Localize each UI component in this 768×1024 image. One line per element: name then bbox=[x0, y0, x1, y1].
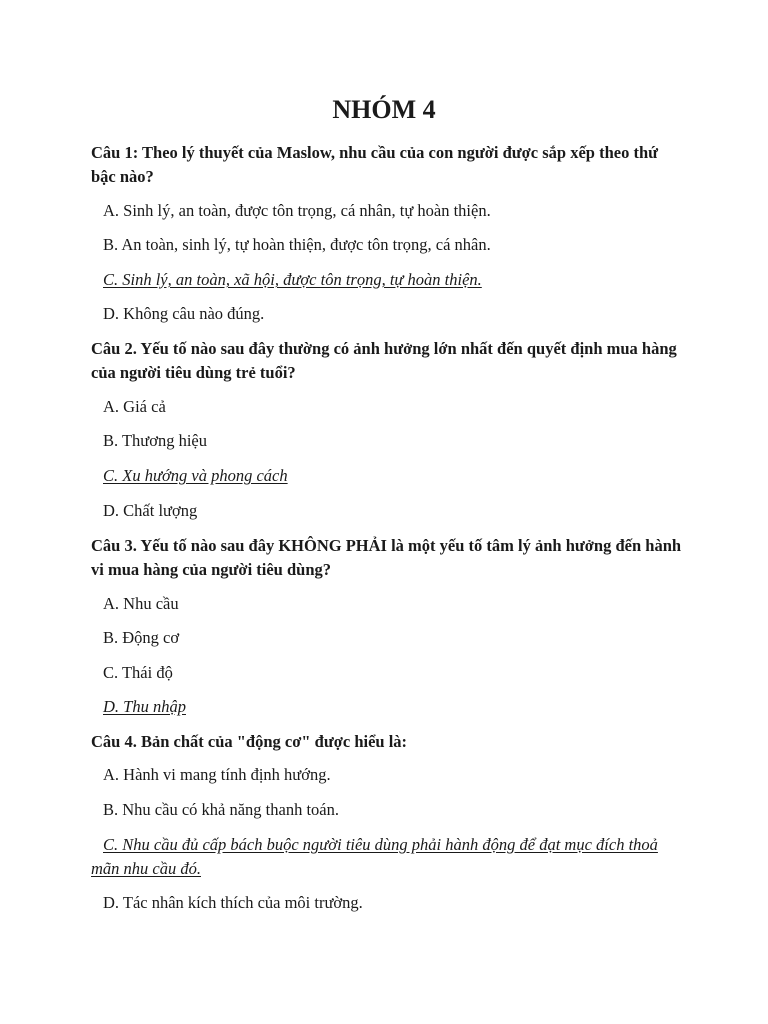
question-2-option-b: B. Thương hiệu bbox=[103, 431, 207, 450]
question-1-option-d: D. Không câu nào đúng. bbox=[103, 304, 265, 323]
question-2-option-a: A. Giá cả bbox=[103, 397, 166, 416]
question-1: Câu 1: Theo lý thuyết của Maslow, nhu cầu của con người được sắp xếp theo thứ bậc nào? bbox=[91, 143, 659, 186]
question-4-option-c-correct: C. Nhu cầu đủ cấp bách buộc người tiêu dùng phải hành động để đạt mục đích thoả mãn nhu cầu đó. bbox=[91, 835, 658, 878]
question-1-option-c-correct: C. Sinh lý, an toàn, xã hội, được tôn trọng, tự hoàn thiện. bbox=[103, 270, 482, 289]
question-3: Câu 3. Yếu tố nào sau đây KHÔNG PHẢI là một yếu tố tâm lý ảnh hưởng đến hành vi mua hàng của người tiêu dùng? bbox=[91, 536, 682, 579]
question-2: Câu 2. Yếu tố nào sau đây thường có ảnh hưởng lớn nhất đến quyết định mua hàng của người tiêu dùng trẻ tuổi? bbox=[91, 339, 677, 382]
question-1-option-a: A. Sinh lý, an toàn, được tôn trọng, cá nhân, tự hoàn thiện. bbox=[103, 201, 491, 220]
question-2-option-d: D. Chất lượng bbox=[103, 501, 198, 520]
question-3-option-d-correct: D. Thu nhập bbox=[103, 697, 186, 716]
question-4-option-d: D. Tác nhân kích thích của môi trường. bbox=[103, 893, 363, 912]
question-4-option-b: B. Nhu cầu có khả năng thanh toán. bbox=[103, 800, 339, 819]
question-3-option-c: C. Thái độ bbox=[103, 663, 173, 682]
question-3-option-a: A. Nhu cầu bbox=[103, 594, 179, 613]
question-3-option-b: B. Động cơ bbox=[103, 628, 180, 647]
question-2-option-c-correct: C. Xu hướng và phong cách bbox=[103, 466, 288, 485]
question-4-option-a: A. Hành vi mang tính định hướng. bbox=[103, 765, 331, 784]
page-title: NHÓM 4 bbox=[332, 95, 436, 124]
question-4: Câu 4. Bản chất của "động cơ" được hiểu là: bbox=[91, 732, 408, 751]
question-1-option-b: B. An toàn, sinh lý, tự hoàn thiện, được tôn trọng, cá nhân. bbox=[103, 235, 491, 254]
